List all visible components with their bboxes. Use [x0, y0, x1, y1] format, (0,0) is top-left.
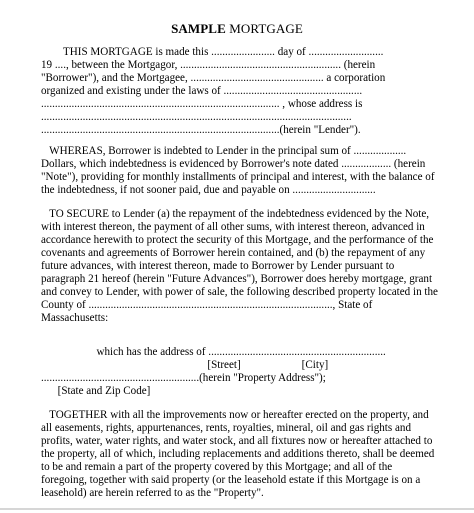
para4-line: which has the address of ................................................................ [41, 346, 386, 358]
para5-line: the property, all of which, including replacements and additions thereto, shall be deemed [41, 448, 435, 460]
para3-line: and convey to Lender, with power of sale, the following described property located in the [41, 286, 438, 298]
para5-line: all easements, rights, appurtenances, rents, royalties, mineral, oil and gas rights and [41, 422, 411, 434]
para4-line: [State and Zip Code] [41, 385, 151, 397]
title-bold: SAMPLE [171, 21, 226, 36]
para5-line: foregoing, together with said property (or the leasehold estate if this Mortgage is on a [41, 474, 421, 486]
para2-line: WHEREAS, Borrower is indebted to Lender in the principal sum of ................... [41, 145, 407, 157]
para2-line: Dollars, which indebtedness is evidenced by Borrower's note dated .................. (herein [41, 158, 426, 170]
para1-line: ...................................................................................... , whose address is [41, 98, 363, 110]
para3-line: paragraph 21 hereof (herein "Future Advances"), Borrower does hereby mortgage, grant [41, 273, 433, 285]
para1-line: "Borrower"), and the Mortgagee, ................................................ a corporation [41, 72, 386, 84]
para5-line: leasehold) are herein referred to as the "Property". [41, 487, 264, 499]
para5-line: to be and remain a part of the property covered by this Mortgage; and all of the [41, 461, 393, 473]
para3-line: County of ........................................................................................, State of [41, 299, 373, 311]
para2-line: "Note"), providing for monthly installments of principal and interest, with the balance of [41, 171, 435, 183]
para1-line: ................................................................................................................ [41, 111, 352, 123]
para3-line: with interest thereon, the payment of all other sums, with interest thereon, advanced in [41, 221, 425, 233]
title-rest: MORTGAGE [225, 21, 303, 36]
para5-line: TOGETHER with all the improvements now or hereafter erected on the property, and [41, 409, 429, 421]
para3-line: TO SECURE to Lender (a) the repayment of the indebtedness evidenced by the Note, [41, 208, 430, 220]
para1-line: THIS MORTGAGE is made this ....................... day of ........................... [41, 46, 384, 58]
para4-line: .........................................................(herein "Property Address"); [41, 372, 326, 384]
para1-line: organized and existing under the laws of .................................................. [41, 85, 363, 97]
para3-line: Massachusetts: [41, 312, 109, 324]
para2-line: the indebtedness, if not sooner paid, due and payable on .............................. [41, 184, 376, 196]
para3-line: covenants and agreements of Borrower herein contained, and (b) the repayment of any [41, 247, 426, 259]
document-title [0, 21, 474, 37]
para3-line: future advances, with interest thereon, made to Borrower by Lender pursuant to [41, 260, 395, 272]
para4-line: [Street] [City] [41, 359, 329, 371]
para1-line: 19 ...., between the Mortgagor, .......................................................... (herein [41, 59, 376, 71]
page-bottom-edge [0, 508, 474, 510]
para3-line: accordance herewith to protect the security of this Mortgage, and the performance of the [41, 234, 434, 246]
para1-line: ......................................................................................(herein "Lender"). [41, 124, 361, 136]
para5-line: profits, water, water rights, and water stock, and all fixtures now or hereafter attached to [41, 435, 433, 447]
